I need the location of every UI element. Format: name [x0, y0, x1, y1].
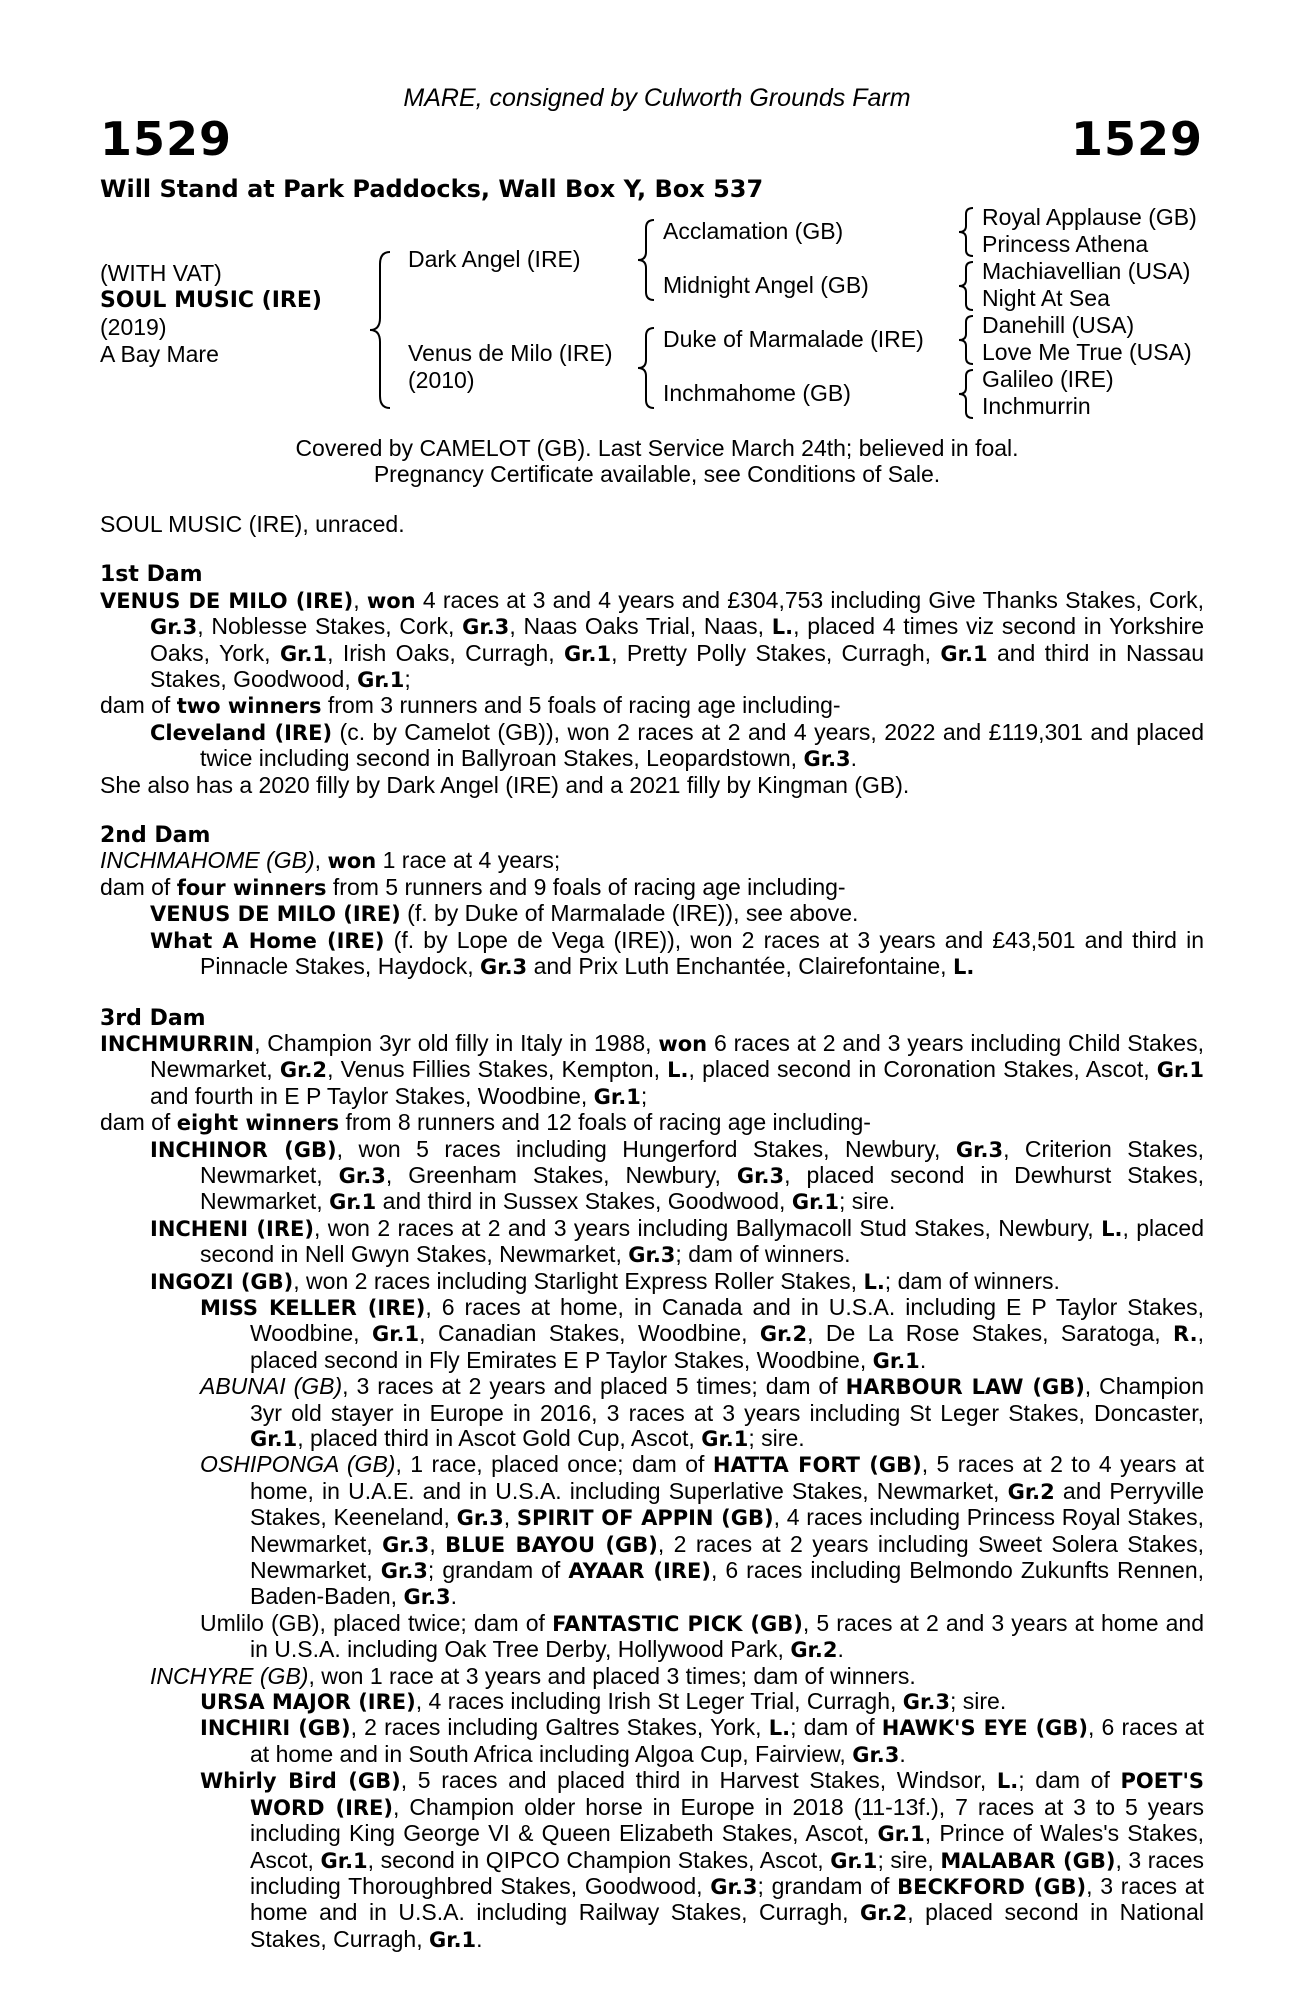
dam3-foal-ingozi: INGOZI (GB), won 2 races including Starlight Express Roller Stakes, L.; dam of winners. — [150, 1267, 1060, 1294]
gen3-2: Midnight Angel (GB) — [663, 272, 869, 298]
intro-line: SOUL MUSIC (IRE), unraced. — [100, 511, 405, 537]
gen4-5: Danehill (USA) — [982, 312, 1135, 338]
brace-sire — [636, 218, 658, 302]
lot-number-right: 1529 — [1070, 112, 1203, 166]
dam2-produce: dam of four winners from 5 runners and 9 foals of racing age including- — [100, 873, 846, 900]
stand-location: Will Stand at Park Paddocks, Wall Box Y, Box 537 — [100, 175, 764, 203]
brace-gen3-4 — [957, 368, 977, 420]
lot-number-left: 1529 — [100, 112, 233, 166]
covered-line-1: Covered by CAMELOT (GB). Last Service March 24th; believed in foal. — [295, 435, 1019, 461]
section-3rd-dam: 3rd Dam — [100, 1005, 206, 1031]
inchyre-foal-inchiri: INCHIRI (GB), 2 races including Galtres Stakes, York, L.; dam of HAWK'S EYE (GB), 6 races at at home and in South Africa including Algoa Cup, Fairview, Gr.3. — [200, 1714, 1204, 1767]
brace-gen3-1 — [957, 206, 977, 258]
gen4-7: Galileo (IRE) — [982, 366, 1114, 392]
section-1st-dam: 1st Dam — [100, 562, 203, 588]
dam1-other-foals: She also has a 2020 filly by Dark Angel (IRE) and a 2021 filly by Kingman (GB). — [100, 771, 910, 798]
horse-description: A Bay Mare — [100, 341, 219, 367]
ingozi-foal-abunai: ABUNAI (GB), 3 races at 2 years and placed 5 times; dam of HARBOUR LAW (GB), Champion 3yr old stayer in Europe in 2016, 3 races at 3 years including St Leger Stakes, Doncaster, Gr.1, placed third in Ascot Gold Cup, Ascot, Gr.1; sire. — [200, 1373, 1204, 1451]
dam2-entry: INCHMAHOME (GB), won 1 race at 4 years; — [100, 847, 561, 874]
gen4-3: Machiavellian (USA) — [982, 258, 1191, 284]
dam-year: (2010) — [408, 367, 475, 393]
covered-line-2: Pregnancy Certificate available, see Conditions of Sale. — [373, 461, 941, 487]
brace-gen3-3 — [957, 314, 977, 366]
horse-year: (2019) — [100, 314, 167, 340]
gen3-1: Acclamation (GB) — [663, 218, 844, 244]
dam1-produce: dam of two winners from 3 runners and 5 foals of racing age including- — [100, 692, 841, 719]
dam3-foal-inchyre: INCHYRE (GB), won 1 race at 3 years and placed 3 times; dam of winners. — [150, 1662, 916, 1689]
dam3-foal-inchinor: INCHINOR (GB), won 5 races including Hungerford Stakes, Newbury, Gr.3, Criterion Stakes, Newmarket, Gr.3, Greenham Stakes, Newbury, Gr.3, placed second in Dewhurst Stakes, Newmarket, Gr.1 and third in Sussex Stakes, Goodwood, Gr.1; sire. — [150, 1135, 1204, 1215]
section-2nd-dam: 2nd Dam — [100, 823, 211, 849]
gen4-8: Inchmurrin — [982, 393, 1091, 419]
gen4-1: Royal Applause (GB) — [982, 204, 1197, 230]
ingozi-foal-umlilo: Umlilo (GB), placed twice; dam of FANTASTIC PICK (GB), 5 races at 2 and 3 years at home and in U.S.A. including Oak Tree Derby, Hollywood Park, Gr.2. — [200, 1609, 1204, 1663]
vat-note: (WITH VAT) — [100, 260, 222, 286]
brace-gen1 — [368, 250, 398, 410]
dam3-entry: INCHMURRIN, Champion 3yr old filly in Italy in 1988, won 6 races at 2 and 3 years including Child Stakes, Newmarket, Gr.2, Venus Fillies Stakes, Kempton, L., placed second in Coronation Stakes, Ascot, Gr.1 and fourth in E P Taylor Stakes, Woodbine, Gr.1; — [100, 1029, 1204, 1109]
gen4-4: Night At Sea — [982, 285, 1110, 311]
ingozi-foal-oshiponga: OSHIPONGA (GB), 1 race, placed once; dam of HATTA FORT (GB), 5 races at 2 to 4 years at home, in U.A.E. and in U.S.A. including Superlative Stakes, Newmarket, Gr.2 and Perryville Stakes, Keeneland, Gr.3, SPIRIT OF APPIN (GB), 4 races including Princess Royal Stakes, Newmarket, Gr.3, BLUE BAYOU (GB), 2 races at 2 years including Sweet Solera Stakes, Newmarket, Gr.3; grandam of AYAAR (IRE), 6 races including Belmondo Zukunfts Rennen, Baden-Baden, Gr.3. — [200, 1451, 1205, 1610]
dam2-foal-what-a-home: What A Home (IRE) (f. by Lope de Vega (IRE)), won 2 races at 3 years and £43,501 and third in Pinnacle Stakes, Haydock, Gr.3 and Prix Luth Enchantée, Clairefontaine, L. — [150, 926, 1204, 980]
dam3-foal-incheni: INCHENI (IRE), won 2 races at 2 and 3 years including Ballymacoll Stud Stakes, Newbury, L., placed second in Nell Gwyn Stakes, Newmarket, Gr.3; dam of winners. — [150, 1214, 1205, 1268]
gen4-6: Love Me True (USA) — [982, 339, 1192, 365]
consignment-line: MARE, consigned by Culworth Grounds Farm — [403, 84, 911, 112]
catalogue-body — [100, 512, 1204, 1953]
sire-name: Dark Angel (IRE) — [408, 246, 581, 272]
gen4-2: Princess Athena — [982, 231, 1149, 257]
inchyre-foal-ursa-major: URSA MAJOR (IRE), 4 races including Irish St Leger Trial, Curragh, Gr.3; sire. — [200, 1688, 1007, 1715]
dam2-foal-venus: VENUS DE MILO (IRE) (f. by Duke of Marmalade (IRE)), see above. — [150, 900, 859, 927]
dam1-entry: VENUS DE MILO (IRE), won 4 races at 3 and 4 years and £304,753 including Give Thanks Stakes, Cork, Gr.3, Noblesse Stakes, Cork, Gr.3, Naas Oaks Trial, Naas, L., placed 4 times viz second in Yorkshire Oaks, York, Gr.1, Irish Oaks, Curragh, Gr.1, Pretty Polly Stakes, Curragh, Gr.1 and third in Nassau Stakes, Goodwood, Gr.1; — [100, 586, 1205, 693]
covered-note — [0, 435, 1314, 487]
horse-name: SOUL MUSIC (IRE) — [100, 288, 322, 313]
brace-dam — [636, 326, 658, 410]
dam3-produce: dam of eight winners from 8 runners and 12 foals of racing age including- — [100, 1109, 871, 1136]
gen3-3: Duke of Marmalade (IRE) — [663, 326, 924, 352]
inchyre-foal-whirly-bird: Whirly Bird (GB), 5 races and placed third in Harvest Stakes, Windsor, L.; dam of POET'S WORD (IRE), Champion older horse in Europe in 2018 (11-13f.), 7 races at 3 to 5 years including King George VI & Queen Elizabeth Stakes, Ascot, Gr.1, Prince of Wales's Stakes, Ascot, Gr.1, second in QIPCO Champion Stakes, Ascot, Gr.1; sire, MALABAR (GB), 3 races including Thoroughbred Stakes, Goodwood, Gr.3; grandam of BECKFORD (GB), 3 races at home and in U.S.A. including Railway Stakes, Curragh, Gr.2, placed second in National Stakes, Curragh, Gr.1. — [200, 1767, 1205, 1952]
dam-name: Venus de Milo (IRE) — [408, 340, 613, 366]
ingozi-foal-miss-keller: MISS KELLER (IRE), 6 races at home, in Canada and in U.S.A. including E P Taylor Stakes, Woodbine, Gr.1, Canadian Stakes, Woodbine, Gr.2, De La Rose Stakes, Saratoga, R., placed second in Fly Emirates E P Taylor Stakes, Woodbine, Gr.1. — [200, 1293, 1204, 1373]
gen3-4: Inchmahome (GB) — [663, 380, 851, 406]
dam1-foal-cleveland: Cleveland (IRE) (c. by Camelot (GB)), won 2 races at 2 and 4 years, 2022 and £119,301 and placed twice including second in Ballyroan Stakes, Leopardstown, Gr.3. — [150, 718, 1204, 772]
brace-gen3-2 — [957, 260, 977, 312]
